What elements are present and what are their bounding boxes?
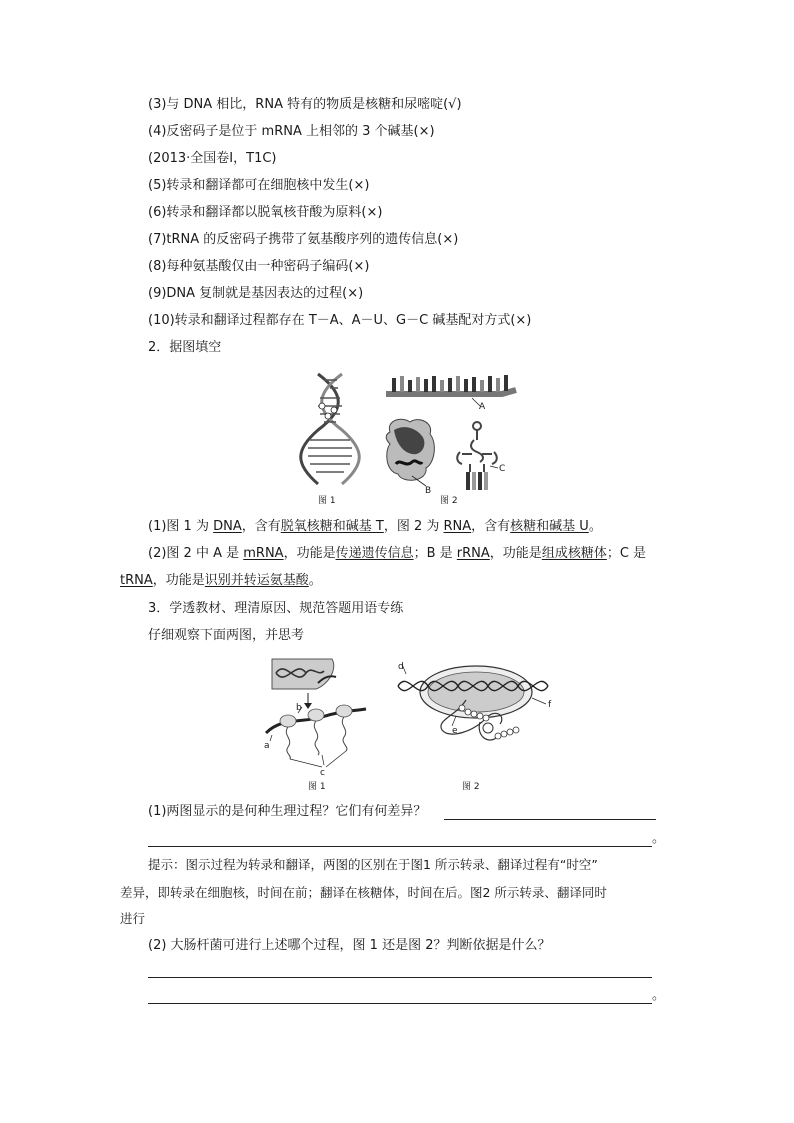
judgment-6: (6)转录和翻译都以脱氧核苷酸为原料(×) [148, 205, 383, 220]
section-2-heading: 2．据图填空 [148, 340, 222, 355]
label-f: f [548, 700, 552, 710]
section-3-intro: 仔细观察下面两图，并思考 [148, 628, 305, 643]
q2-answer-blank-2[interactable] [148, 1003, 652, 1004]
q1-text-2: ，含有 [241, 519, 281, 534]
section2-q2-line2 [120, 572, 322, 590]
fig2-caption: 图 2 [440, 496, 458, 506]
q1-text-5: 。 [588, 519, 602, 534]
q2-text-7: 。 [308, 573, 322, 588]
q1-answer-1: DNA [213, 519, 242, 534]
q1-answer-3: RNA [443, 519, 472, 534]
q2-text-6: ，功能是 [152, 573, 205, 588]
q1-answer-blank-2[interactable] [148, 846, 652, 847]
label-a: a [264, 741, 270, 751]
judgment-7: (7)tRNA 的反密码子携带了氨基酸序列的遗传信息(×) [148, 232, 459, 247]
q2-answer-2: 传递遗传信息 [335, 546, 414, 561]
judgment-5: (5)转录和翻译都可在细胞核中发生(×) [148, 178, 370, 193]
q2-text-2: ，功能是 [283, 546, 336, 561]
judgment-4: (4)反密码子是位于 mRNA 上相邻的 3 个碱基(×) [148, 124, 435, 139]
prokaryote-expression-figure [396, 660, 556, 760]
q2-period: 。 [652, 988, 666, 1003]
eukaryote-expression-figure [262, 655, 372, 775]
q1-text-4: ，含有 [471, 519, 511, 534]
judgment-9: (9)DNA 复制就是基因表达的过程(×) [148, 286, 364, 301]
hint-line-2: 差异，即转录在细胞核，时间在前；翻译在核糖体，时间在后。图2 所示转录、翻译同时 [120, 885, 607, 900]
label-d: d [398, 662, 404, 672]
q2-answer-5: tRNA [120, 573, 153, 588]
label-C: C [499, 464, 506, 474]
fig1-caption: 图 1 [318, 496, 336, 506]
label-B: B [425, 486, 432, 496]
section-3-heading: 3．学透教材、理清原因、规范答题用语专练 [148, 601, 404, 616]
q2-text-1: (2)图 2 中 A 是 [148, 546, 244, 561]
q1-answer-4: 核糖和碱基 U [510, 519, 589, 534]
q1-answer-blank-1[interactable] [444, 819, 656, 820]
judgment-8: (8)每种氨基酸仅由一种密码子编码(×) [148, 259, 370, 274]
q1-period: 。 [652, 831, 666, 846]
q2-answer-4: 组成核糖体 [541, 546, 607, 561]
label-b: b [296, 703, 302, 713]
exam-source: (2013·全国卷Ⅰ，T1C) [148, 151, 277, 166]
rna-types-figure [382, 372, 522, 496]
q2-text-4: ，功能是 [489, 546, 542, 561]
hint-line-3: 进行 [120, 911, 146, 926]
section2-q1 [148, 518, 602, 536]
label-e: e [452, 726, 458, 736]
q2-answer-6: 识别并转运氨基酸 [204, 573, 309, 588]
section2-q2-line1 [148, 545, 646, 563]
label-A: A [479, 402, 486, 412]
q2-answer-3: rRNA [456, 546, 490, 561]
dna-helix-figure [300, 372, 360, 492]
judgment-10: (10)转录和翻译过程都存在 T－A、A－U、G－C 碱基配对方式(×) [148, 313, 532, 328]
sec3-fig2-caption: 图 2 [462, 782, 480, 792]
q1-answer-2: 脱氧核糖和碱基 T [280, 519, 384, 534]
label-c: c [320, 768, 325, 778]
judgment-3: (3)与 DNA 相比，RNA 特有的物质是核糖和尿嘧啶(√) [148, 97, 462, 112]
q1-text-1: (1)图 1 为 [148, 519, 214, 534]
q1-text-3: ，图 2 为 [383, 519, 444, 534]
q2-text-5: ；C 是 [606, 546, 647, 561]
section3-q1: (1)两图显示的是何种生理过程？它们有何差异？ [148, 804, 427, 819]
hint-line-1: 提示：图示过程为转录和翻译，两图的区别在于图1 所示转录、翻译过程有“时空” [148, 857, 598, 872]
q2-answer-blank-1[interactable] [148, 977, 652, 978]
section3-q2: (2) 大肠杆菌可进行上述哪个过程，图 1 还是图 2？判断依据是什么？ [148, 938, 551, 953]
sec3-fig1-caption: 图 1 [308, 782, 326, 792]
q2-text-3: ；B 是 [413, 546, 457, 561]
q2-answer-1: mRNA [243, 546, 284, 561]
